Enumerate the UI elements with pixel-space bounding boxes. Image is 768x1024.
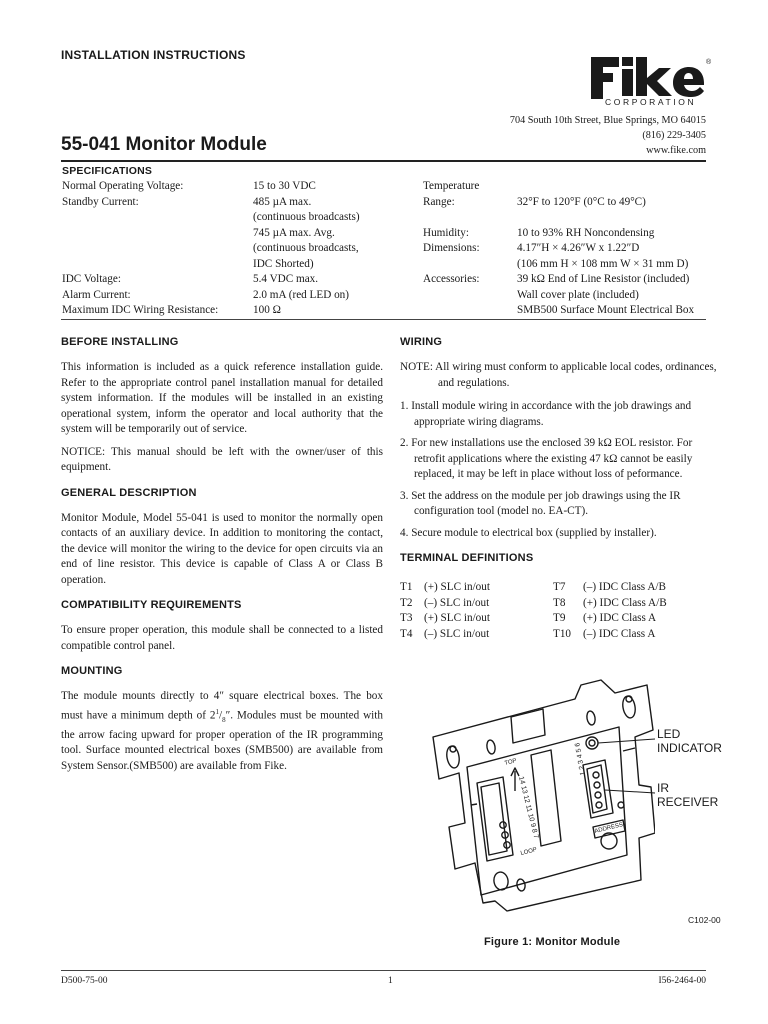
general-description-text: Monitor Module, Model 55-041 is used to monitor the normally open contacts of an auxiliary device. In addition to monitoring the contact, the device will monitor the wiring to the device for open circuits via an end of line resistor. This device is capable of Class A or Class B operation. (61, 511, 383, 586)
monitor-module-figure (425, 655, 655, 917)
spec-value: IDC Shorted) (253, 257, 314, 270)
specs-right-labels (423, 179, 480, 319)
specs-heading: SPECIFICATIONS (62, 165, 153, 177)
callout-ir-line1: IR (657, 781, 669, 795)
spec-label: Alarm Current: (62, 288, 131, 301)
fike-logo-icon (585, 54, 715, 106)
terminal-row: T9 (+) IDC Class A (553, 612, 657, 624)
figure-code: C102-00 (688, 915, 721, 925)
figure-loop-label: LOOP (520, 847, 538, 857)
footer-page-number: 1 (388, 976, 393, 986)
spec-value: SMB500 Surface Mount Electrical Box (517, 304, 695, 316)
wiring-heading: WIRING (400, 336, 443, 348)
notice-text: NOTICE: This manual should be left with the owner/user of this equipment. (61, 445, 383, 473)
terminal-row: T1 (+) SLC in/out (400, 581, 490, 593)
before-installing-text: This information is included as a quick reference installation guide. Refer to the appropriate control panel installation manual for detailed system information. If the modules will be installed in an existing operational system, inform the operator and local authority that the system will be temporarily out of service. (61, 361, 383, 435)
figure-digits-left: 14 13 12 11 10 9 8 7 (517, 775, 540, 840)
spec-label: Standby Current: (62, 195, 139, 208)
compatibility-text: To ensure proper operation, this module shall be connected to a listed compatible control panel. (61, 624, 383, 652)
terminal-row: T3 (+) SLC in/out (400, 612, 490, 624)
spec-value: 5.4 VDC max. (253, 273, 319, 285)
company-address (510, 113, 706, 158)
callout-ir-line2: RECEIVER (657, 795, 719, 809)
wiring-list (400, 360, 723, 541)
spec-label: Humidity: (423, 226, 469, 239)
terminal-row: T4 (–) SLC in/out (400, 627, 490, 640)
terminal-table-right (553, 580, 667, 642)
spec-value: 745 µA max. Avg. (253, 226, 335, 239)
figure-address-label: ADDRESS (594, 822, 624, 835)
registered-mark: ® (706, 59, 712, 66)
specs-left-values (253, 179, 360, 319)
terminal-table-left (400, 580, 490, 642)
callout-led-line2: INDICATOR (657, 741, 722, 755)
wiring-step-2: 2. For new installations use the enclosed 39 kΩ EOL resistor. For retrofit applications where the existing 47 kΩ cannot be easily replaced, it may be left in place without loss of peformance. (400, 437, 693, 480)
specs-divider (61, 319, 706, 320)
led-indicator-callout (657, 727, 722, 755)
spec-label (423, 257, 480, 273)
terminal-row: T7 (–) IDC Class A/B (553, 581, 666, 593)
footer-doc-number: D500-75-00 (61, 976, 108, 986)
wiring-step-1: 1. Install module wiring in accordance with the job drawings and appropriate wiring diagrams. (400, 400, 692, 428)
spec-value: 32°F to 120°F (0°C to 49°C) (517, 195, 646, 208)
spec-label: Maximum IDC Wiring Resistance: (62, 304, 219, 316)
spec-label (62, 241, 218, 257)
fike-logo (585, 54, 715, 106)
wiring-step-3: 3. Set the address on the module per job drawings using the IR configuration tool (model no. EA-CT). (400, 489, 681, 517)
spec-label (62, 210, 218, 226)
spec-value: Wall cover plate (included) (517, 288, 639, 301)
address-phone: (816) 229-3405 (642, 130, 706, 141)
spec-value: 4.17″H × 4.26″W x 1.22″D (517, 242, 640, 254)
address-website[interactable]: www.fike.com (646, 145, 706, 156)
spec-label: Normal Operating Voltage: (62, 180, 184, 192)
document-kicker: INSTALLATION INSTRUCTIONS (61, 48, 246, 62)
callout-led-line1: LED (657, 727, 681, 741)
spec-value: 10 to 93% RH Noncondensing (517, 226, 655, 239)
spec-label: IDC Voltage: (62, 273, 121, 285)
wiring-step-4: 4. Secure module to electrical box (supplied by installer). (400, 526, 657, 539)
spec-label: Accessories: (423, 273, 480, 285)
right-column (400, 335, 723, 567)
figure-top-label: TOP (504, 758, 518, 767)
spec-label (62, 226, 218, 242)
wiring-note: NOTE: All wiring must conform to applicable local codes, ordinances, and regulations. (400, 361, 717, 389)
spec-label (423, 303, 480, 319)
spec-value: 485 µA max. (253, 195, 312, 208)
spec-label (423, 210, 480, 226)
spec-value (517, 210, 694, 226)
terminal-row: T10 (–) IDC Class A (553, 627, 656, 640)
mounting-text: The module mounts directly to 4″ square electrical boxes. The box must have a minimum depth of $2^1/_8''$. Modules must be mounted with the arrow facing upward for proper operation of the IR programming tool. Surface mounted electrical boxes (SMB500) are available from System Sensor.(SMB500) are available from Fike. (61, 690, 383, 772)
logo-corporation: CORPORATION (605, 97, 697, 106)
spec-label (423, 288, 480, 304)
title-divider (61, 160, 706, 162)
address-street: 704 South 10th Street, Blue Springs, MO 64015 (509, 115, 706, 126)
spec-value: 15 to 30 VDC (253, 180, 316, 192)
spec-value: (continuous broadcasts, (253, 242, 359, 254)
mounting-heading: MOUNTING (61, 665, 123, 677)
monitor-module-drawing (425, 655, 655, 917)
figure-caption: Figure 1: Monitor Module (484, 936, 621, 948)
terminal-row: T8 (+) IDC Class A/B (553, 596, 667, 609)
terminal-definitions-heading: TERMINAL DEFINITIONS (400, 552, 534, 564)
spec-value: (106 mm H × 108 mm W × 31 mm D) (517, 257, 689, 270)
spec-value: 2.0 mA (red LED on) (253, 288, 350, 301)
page-title: 55-041 Monitor Module (61, 134, 267, 155)
figure-digits-right: 1 2 3 4 5 6 (574, 742, 587, 776)
spec-label: Dimensions: (423, 242, 480, 254)
left-column (61, 335, 383, 774)
spec-label: Temperature (423, 180, 480, 192)
spec-value: (continuous broadcasts) (253, 211, 360, 223)
ir-receiver-callout (657, 781, 718, 809)
compatibility-heading: COMPATIBILITY REQUIREMENTS (61, 599, 242, 611)
terminal-row: T2 (–) SLC in/out (400, 596, 490, 609)
before-installing-heading: BEFORE INSTALLING (61, 336, 179, 348)
spec-value (517, 179, 694, 195)
footer-divider (61, 970, 706, 971)
footer-form-number: I56-2464-00 (658, 976, 706, 986)
spec-value: 100 Ω (253, 304, 281, 316)
specs-right-values (517, 179, 694, 319)
spec-value: 39 kΩ End of Line Resistor (included) (517, 273, 690, 285)
general-description-heading: GENERAL DESCRIPTION (61, 486, 197, 499)
spec-label: Range: (423, 195, 455, 208)
spec-label (62, 257, 218, 273)
specs-left-labels (62, 179, 218, 319)
